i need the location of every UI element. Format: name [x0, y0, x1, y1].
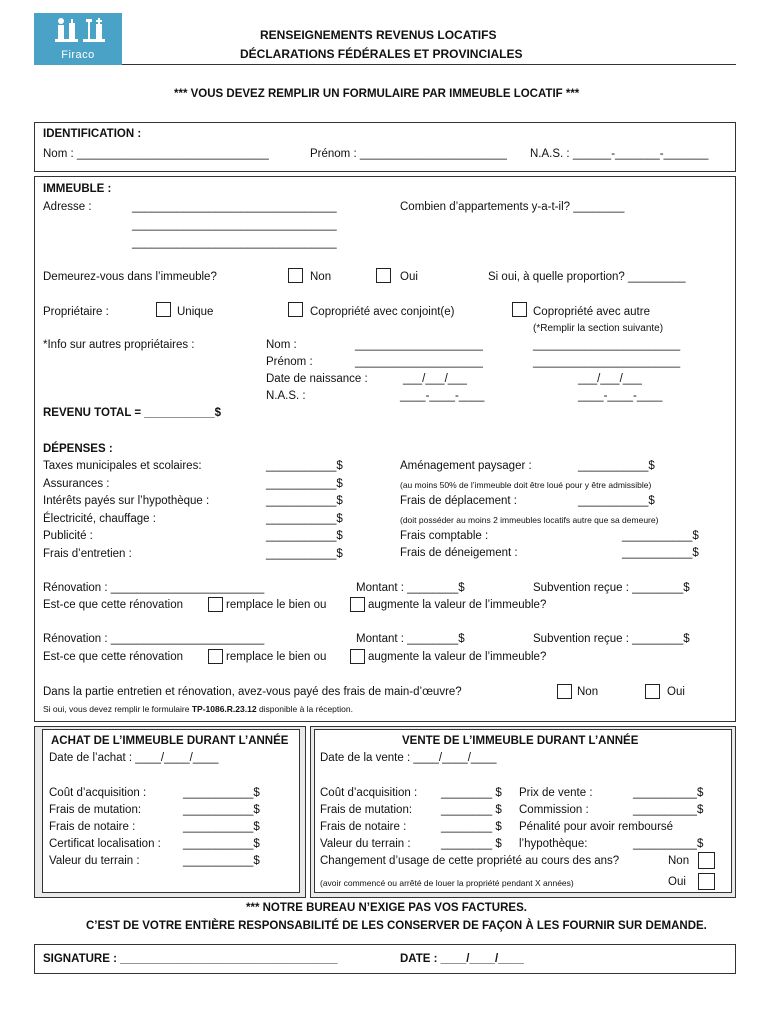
- date-field[interactable]: DATE : ____/____/____: [400, 953, 524, 965]
- vente-heading: VENTE DE L’IMMEUBLE DURANT L’ANNÉE: [402, 735, 639, 747]
- owner1-prenom-field[interactable]: ____________________: [355, 356, 483, 368]
- changement-non-checkbox[interactable]: [698, 852, 715, 869]
- live-non-label: Non: [310, 271, 332, 283]
- achat-item-value[interactable]: ___________$: [183, 821, 260, 833]
- changement-oui-checkbox[interactable]: [698, 873, 715, 890]
- other-dob-label: Date de naissance :: [266, 373, 368, 385]
- unique-label: Unique: [177, 306, 214, 318]
- changement-oui-label: Oui: [668, 876, 686, 888]
- adresse-line-1[interactable]: ________________________________: [132, 201, 337, 213]
- vente-item-label: Valeur du terrain :: [320, 838, 411, 850]
- achat-item-value[interactable]: ___________$: [183, 804, 260, 816]
- revenu-total-field[interactable]: REVENU TOTAL = ___________$: [43, 407, 222, 419]
- owner1-dob-field[interactable]: ___/___/___: [403, 373, 467, 385]
- renovation-1-augmente-label: augmente la valeur de l’immeuble?: [368, 599, 547, 611]
- live-non-checkbox[interactable]: [288, 268, 303, 283]
- deplacement-label: Frais de déplacement :: [400, 495, 517, 507]
- owner2-prenom-field[interactable]: _______________________: [533, 356, 681, 368]
- owner1-nom-field[interactable]: ____________________: [355, 339, 483, 351]
- renovation-2-augmente-checkbox[interactable]: [350, 649, 365, 664]
- depense-item-value[interactable]: ___________$: [266, 512, 343, 525]
- other-prenom-label: Prénom :: [266, 356, 313, 368]
- commission-label: Commission :: [519, 804, 589, 816]
- copro-autre-checkbox[interactable]: [512, 302, 527, 317]
- renovation-2-montant[interactable]: Montant : ________$: [356, 633, 465, 645]
- comptable-label: Frais comptable :: [400, 530, 489, 542]
- achat-item-label: Certificat localisation :: [49, 838, 161, 850]
- renovation-1-field[interactable]: Rénovation : ________________________: [43, 582, 265, 594]
- vente-item-value[interactable]: ________ $: [441, 787, 502, 799]
- renovation-2-question: Est-ce que cette rénovation: [43, 651, 183, 663]
- vente-item-label: Frais de mutation:: [320, 804, 413, 816]
- renovation-2-augmente-label: augmente la valeur de l’immeuble?: [368, 651, 547, 663]
- depenses-heading: DÉPENSES :: [43, 443, 113, 455]
- info-autres-label: *Info sur autres propriétaires :: [43, 339, 195, 351]
- logo-text: Firaco: [61, 49, 95, 61]
- deplacement-value[interactable]: ___________$: [578, 495, 655, 507]
- renovation-2-remplace-label: remplace le bien ou: [226, 651, 327, 663]
- unique-checkbox[interactable]: [156, 302, 171, 317]
- live-oui-checkbox[interactable]: [376, 268, 391, 283]
- company-logo: [34, 13, 122, 65]
- prenom-field[interactable]: Prénom : _______________________: [310, 148, 507, 160]
- depense-item-value[interactable]: ___________$: [266, 547, 343, 560]
- amenagement-note: (au moins 50% de l’immeuble doit être loué pour y être admissible): [400, 480, 652, 490]
- depense-item-value[interactable]: ___________$: [266, 530, 343, 542]
- nom-field[interactable]: Nom : ______________________________: [43, 148, 269, 160]
- depense-item-value[interactable]: ___________$: [266, 460, 343, 472]
- commission-value[interactable]: __________$: [633, 804, 704, 816]
- main-oeuvre-question: Dans la partie entretien et rénovation, avez-vous payé des frais de main-d’œuvre?: [43, 686, 462, 698]
- renovation-2-remplace-checkbox[interactable]: [208, 649, 223, 664]
- identification-heading: IDENTIFICATION :: [43, 128, 142, 140]
- depense-item-label: Frais d’entretien :: [43, 547, 132, 560]
- depense-item-label: Assurances :: [43, 477, 110, 490]
- renovation-1-question: Est-ce que cette rénovation: [43, 599, 183, 611]
- copro-conjoint-label: Copropriété avec conjoint(e): [310, 306, 455, 318]
- adresse-line-2[interactable]: ________________________________: [132, 219, 337, 231]
- changement-non-label: Non: [668, 855, 690, 867]
- depense-item-label: Électricité, chauffage :: [43, 512, 156, 525]
- apartments-question[interactable]: Combien d’appartements y-a-t-il? ________: [400, 201, 625, 213]
- main-oeuvre-non-label: Non: [577, 686, 599, 698]
- achat-heading: ACHAT DE L’IMMEUBLE DURANT L’ANNÉE: [51, 735, 289, 747]
- depense-item-label: Taxes municipales et scolaires:: [43, 460, 202, 472]
- adresse-label: Adresse :: [43, 201, 92, 213]
- prix-vente-label: Prix de vente :: [519, 787, 593, 799]
- depense-item-label: Intérêts payés sur l’hypothèque :: [43, 495, 210, 507]
- changement-question: Changement d’usage de cette propriété au cours des ans?: [320, 855, 620, 867]
- achat-item-value[interactable]: ___________$: [183, 838, 260, 850]
- depense-item-label: Publicité :: [43, 530, 93, 542]
- main-oeuvre-non-checkbox[interactable]: [557, 684, 572, 699]
- hypotheque-value[interactable]: __________$: [633, 838, 704, 850]
- renovation-2-field[interactable]: Rénovation : ________________________: [43, 633, 265, 645]
- amenagement-value[interactable]: ___________$: [578, 460, 655, 472]
- live-oui-label: Oui: [400, 271, 418, 283]
- immeuble-heading: IMMEUBLE :: [43, 183, 112, 195]
- live-question: Demeurez-vous dans l’immeuble?: [43, 271, 217, 283]
- renovation-1-remplace-checkbox[interactable]: [208, 597, 223, 612]
- owner2-nom-field[interactable]: _______________________: [533, 339, 681, 351]
- achat-item-label: Valeur du terrain :: [49, 855, 140, 867]
- renovation-2-subvention[interactable]: Subvention reçue : ________$: [533, 633, 690, 645]
- proprietaire-label: Propriétaire :: [43, 306, 109, 318]
- vente-date-field[interactable]: Date de la vente : ____/____/____: [320, 752, 497, 764]
- renovation-1-remplace-label: remplace le bien ou: [226, 599, 327, 611]
- owner2-nas-field[interactable]: ____-____-____: [578, 390, 663, 402]
- main-oeuvre-note-prefix: Si oui, vous devez remplir le formulaire: [43, 704, 190, 714]
- signature-field[interactable]: SIGNATURE : __________________________________: [43, 953, 338, 965]
- main-oeuvre-oui-checkbox[interactable]: [645, 684, 660, 699]
- achat-item-value[interactable]: ___________$: [183, 855, 260, 867]
- changement-note: (avoir commencé ou arrêté de louer la propriété pendant X années): [320, 878, 574, 888]
- achat-item-label: Coût d’acquisition :: [49, 787, 147, 799]
- amenagement-label: Aménagement paysager :: [400, 460, 532, 472]
- deplacement-note: (doit posséder au moins 2 immeubles locatifs autre que sa demeure): [400, 515, 659, 525]
- main-oeuvre-oui-label: Oui: [667, 686, 685, 698]
- header-divider: [122, 64, 736, 65]
- copro-autre-label: Copropriété avec autre: [533, 306, 650, 318]
- chess-pieces-icon: [34, 13, 122, 47]
- remplir-note: (*Remplir la section suivante): [533, 323, 664, 334]
- vente-item-label: Coût d’acquisition :: [320, 787, 418, 799]
- main-oeuvre-form-number: TP-1086.R.23.12: [191, 704, 257, 714]
- form-notice: *** VOUS DEVEZ REMPLIR UN FORMULAIRE PAR IMMEUBLE LOCATIF ***: [174, 88, 580, 100]
- footer-notice-2: C’EST DE VOTRE ENTIÈRE RESPONSABILITÉ DE LES CONSERVER DE FAÇON À LES FOURNIR SUR DEMANDE.: [86, 920, 707, 932]
- owner2-dob-field[interactable]: ___/___/___: [578, 373, 642, 385]
- renovation-1-montant[interactable]: Montant : ________$: [356, 582, 465, 594]
- adresse-line-3[interactable]: ________________________________: [132, 237, 337, 249]
- vente-item-value[interactable]: ________ $: [441, 804, 502, 816]
- owner1-nas-field[interactable]: ____-____-____: [400, 390, 485, 402]
- depense-item-value[interactable]: ___________$: [266, 477, 343, 490]
- hypotheque-label: l’hypothèque:: [519, 838, 588, 850]
- achat-item-label: Frais de mutation:: [49, 804, 142, 816]
- nas-field[interactable]: N.A.S. : ______-_______-_______: [530, 148, 709, 160]
- achat-item-value[interactable]: ___________$: [183, 787, 260, 799]
- comptable-value[interactable]: ___________$: [622, 530, 699, 542]
- other-nom-label: Nom :: [266, 339, 297, 351]
- vente-item-value[interactable]: ________ $: [441, 821, 502, 833]
- vente-item-label: Frais de notaire :: [320, 821, 407, 833]
- deneigement-value[interactable]: ___________$: [622, 547, 699, 559]
- penalite-label: Pénalité pour avoir remboursé: [519, 821, 674, 833]
- deneigement-label: Frais de déneigement :: [400, 547, 518, 559]
- achat-date-field[interactable]: Date de l’achat : ____/____/____: [49, 752, 219, 764]
- prix-vente-value[interactable]: __________$: [633, 787, 704, 799]
- depense-item-value[interactable]: ___________$: [266, 495, 343, 507]
- form-title-2: DÉCLARATIONS FÉDÉRALES ET PROVINCIALES: [240, 47, 523, 61]
- other-nas-label: N.A.S. :: [266, 390, 306, 402]
- main-oeuvre-note-suffix: disponible à la réception.: [258, 704, 353, 714]
- copro-conjoint-checkbox[interactable]: [288, 302, 303, 317]
- renovation-1-augmente-checkbox[interactable]: [350, 597, 365, 612]
- achat-item-label: Frais de notaire :: [49, 821, 136, 833]
- vente-item-value[interactable]: ________ $: [441, 838, 502, 850]
- main-oeuvre-note: [43, 704, 353, 714]
- form-title-1: RENSEIGNEMENTS REVENUS LOCATIFS: [260, 28, 497, 42]
- footer-notice-1: *** NOTRE BUREAU N’EXIGE PAS VOS FACTURES.: [246, 902, 527, 914]
- renovation-1-subvention[interactable]: Subvention reçue : ________$: [533, 582, 690, 594]
- proportion-field[interactable]: Si oui, à quelle proportion? _________: [488, 271, 686, 283]
